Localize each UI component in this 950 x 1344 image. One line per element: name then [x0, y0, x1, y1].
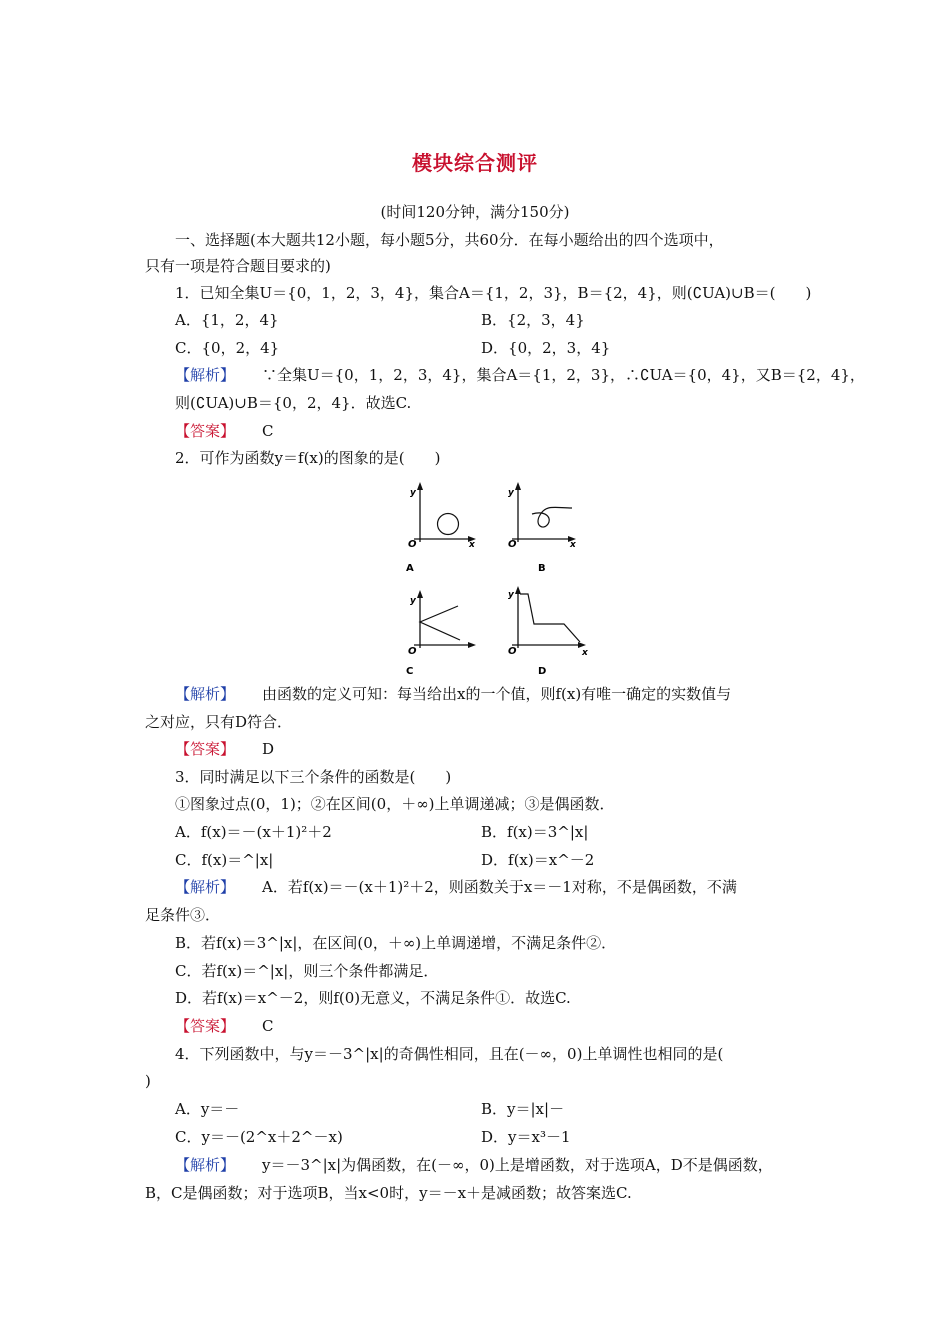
q3-stem: 3．同时满足以下三个条件的函数是( )	[175, 768, 452, 786]
origin-label: O	[408, 646, 417, 657]
section-header-cont: 只有一项是符合题目要求的)	[145, 257, 331, 275]
graph-label: C	[406, 666, 414, 677]
graph-label: A	[406, 563, 414, 574]
q1-answer-tag: 【答案】	[175, 422, 236, 440]
q3-analysis-c: C．若f(x)＝^|x|，则三个条件都满足．	[175, 962, 439, 980]
q3-option-b: B．f(x)＝3^|x|	[481, 823, 589, 841]
section-header: 一、选择题(本大题共12小题，每小题5分，共60分．在每小题给出的四个选项中，	[175, 231, 724, 249]
axis-x-label: x	[570, 540, 576, 550]
q3-option-a: A．f(x)＝－(x＋1)²＋2	[175, 823, 332, 841]
q1-option-d: D．{0，2，3，4}	[481, 339, 611, 357]
q1-option-c: C．{0，2，4}	[175, 339, 280, 357]
graph-label: B	[538, 563, 546, 574]
q4-analysis-text-cont: B，C是偶函数；对于选项B，当x<0时，y＝－x＋是减函数；故答案选C.	[145, 1184, 632, 1202]
q4-stem: 4．下列函数中，与y＝－3^|x|的奇偶性相同，且在(－∞，0)上单调性也相同的是(	[175, 1045, 724, 1063]
axis-y-label: y	[508, 590, 514, 600]
q2-analysis-text-cont: 之对应，只有D符合．	[145, 713, 293, 731]
q2-stem: 2．可作为函数y＝f(x)的图象的是( )	[175, 449, 441, 467]
q1-analysis-tag: 【解析】	[175, 366, 236, 384]
q1-answer: C	[262, 422, 274, 440]
q2-graph-d	[502, 586, 592, 680]
page-title: 模块综合测评	[412, 151, 538, 175]
q3-answer-tag: 【答案】	[175, 1017, 236, 1035]
q1-analysis-text: ∵全集U＝{0，1，2，3，4}，集合A＝{1，2，3}，∴∁UA＝{0，4}，又B＝{2，4}，	[262, 366, 865, 384]
origin-label: O	[408, 539, 417, 550]
q4-option-a: A．y＝－	[175, 1100, 240, 1118]
q1-option-a: A．{1，2，4}	[175, 311, 279, 329]
q3-analysis-text-cont: 足条件③．	[145, 906, 221, 924]
origin-label: O	[508, 646, 517, 657]
q3-analysis-tag: 【解析】	[175, 878, 236, 896]
q2-analysis-tag: 【解析】	[175, 685, 236, 703]
q3-conditions: ①图象过点(0，1)；②在区间(0，＋∞)上单调递减；③是偶函数．	[175, 795, 615, 813]
q4-option-d: D．y＝x³－1	[481, 1128, 571, 1146]
q2-analysis-text: 由函数的定义可知：每当给出x的一个值，则f(x)有唯一确定的实数值与	[262, 685, 732, 703]
q2-graph-c	[398, 590, 482, 680]
q3-analysis-d: D．若f(x)＝x^－2，则f(0)无意义，不满足条件①．故选C.	[175, 989, 571, 1007]
q4-analysis-tag: 【解析】	[175, 1156, 236, 1174]
q3-option-c: C．f(x)＝^|x|	[175, 851, 274, 869]
q3-answer: C	[262, 1017, 274, 1035]
exam-subtitle: (时间120分钟，满分150分)	[380, 203, 570, 221]
axis-x-label: x	[582, 648, 588, 658]
q1-analysis-text-cont: 则(∁UA)∪B＝{0，2，4}．故选C.	[175, 394, 412, 412]
q2-answer-tag: 【答案】	[175, 740, 236, 758]
q4-option-b: B．y＝|x|－	[481, 1100, 565, 1118]
axis-x-label: x	[469, 540, 475, 550]
graph-label: D	[538, 666, 547, 677]
q4-option-c: C．y＝－(2^x＋2^－x)	[175, 1128, 343, 1146]
axis-y-label: y	[410, 488, 416, 498]
q3-analysis-text: A．若f(x)＝－(x＋1)²＋2，则函数关于x＝－1对称，不是偶函数，不满	[262, 878, 737, 896]
axis-y-label: y	[410, 596, 416, 606]
q3-option-d: D．f(x)＝x^－2	[481, 851, 595, 869]
q1-option-b: B．{2，3，4}	[481, 311, 585, 329]
axis-y-label: y	[508, 488, 514, 498]
q2-answer: D	[262, 740, 275, 758]
q3-analysis-b: B．若f(x)＝3^|x|，在区间(0，＋∞)上单调递增，不满足条件②．	[175, 934, 617, 952]
origin-label: O	[508, 539, 517, 550]
q4-stem-cont: )	[145, 1072, 151, 1090]
q2-graph-a	[398, 482, 482, 574]
q1-stem: 1．已知全集U＝{0，1，2，3，4}，集合A＝{1，2，3}，B＝{2，4}，则(∁UA)∪B＝( )	[175, 284, 812, 302]
q4-analysis-text: y＝－3^|x|为偶函数，在(－∞，0)上是增函数，对于选项A，D不是偶函数，	[262, 1156, 773, 1174]
q2-graph-b	[502, 482, 586, 574]
